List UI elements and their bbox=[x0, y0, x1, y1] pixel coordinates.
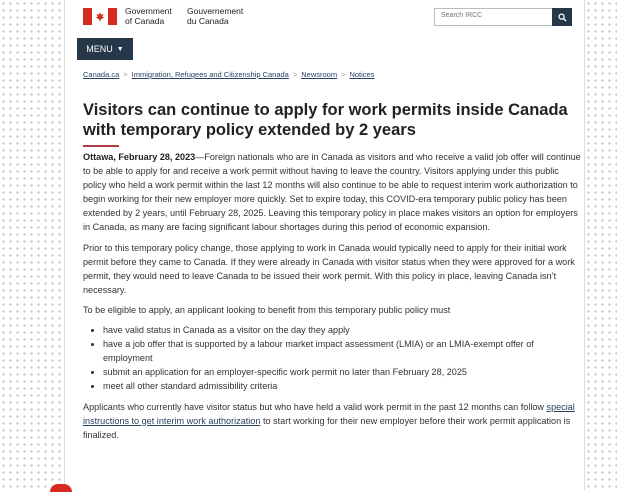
paragraph-4 bbox=[83, 400, 583, 442]
gov-en-line1: Government bbox=[125, 6, 172, 16]
list-item: • have valid status in Canada as a visitor on the day they apply bbox=[103, 323, 583, 337]
menu-label: MENU bbox=[86, 44, 113, 54]
government-of-canada-wordmark[interactable] bbox=[125, 7, 172, 26]
right-dotted-background bbox=[585, 0, 617, 490]
breadcrumb: Canada.ca > Immigration, Refugees and Citizenship Canada > Newsroom > Notices bbox=[83, 70, 375, 79]
paragraph-4-before: Applicants who currently have visitor status but who have held a valid work permit in the past 12 months can follow bbox=[83, 401, 547, 412]
search-icon bbox=[558, 13, 567, 22]
article-body bbox=[83, 150, 583, 448]
gov-fr-line1: Gouvernement bbox=[187, 6, 244, 16]
menu-button[interactable] bbox=[77, 38, 133, 60]
chevron-down-icon: ▼ bbox=[116, 45, 124, 53]
interim-work-authorization-link[interactable]: special instructions to get interim work authorization bbox=[83, 401, 575, 426]
search-input[interactable] bbox=[434, 8, 572, 26]
list-item: • submit an application for an employer-specific work permit no later than February 28, 2025 bbox=[103, 365, 583, 379]
search-button[interactable] bbox=[552, 8, 572, 26]
gouvernement-du-canada-wordmark[interactable] bbox=[187, 7, 243, 26]
paragraph-4-after: to start working for their new employer before their work permit application is finalized. bbox=[83, 415, 571, 440]
breadcrumb-notices[interactable]: Notices bbox=[349, 70, 375, 79]
left-dotted-background bbox=[0, 0, 64, 490]
site-header bbox=[65, 0, 584, 34]
list-item: • meet all other standard admissibility criteria bbox=[103, 379, 583, 393]
eligibility-list bbox=[83, 323, 583, 393]
breadcrumb-ircc[interactable]: Immigration, Refugees and Citizenship Canada bbox=[131, 70, 289, 79]
red-element-fragment bbox=[50, 484, 72, 492]
page-title: Visitors can continue to apply for work permits inside Canada with temporary policy extended by 2 years bbox=[83, 101, 568, 139]
news-page bbox=[64, 0, 585, 490]
breadcrumb-canada[interactable]: Canada.ca bbox=[83, 70, 120, 79]
dateline: Ottawa, February 28, 2023 bbox=[83, 152, 196, 162]
title-underline bbox=[83, 145, 119, 147]
list-item: • have a job offer that is supported by a labour market impact assessment (LMIA) or an LMIA-exempt offer of employment bbox=[103, 337, 583, 365]
gov-fr-line2: du Canada bbox=[187, 15, 229, 26]
gov-en-line2: of Canada bbox=[125, 15, 165, 26]
canada-flag-icon[interactable] bbox=[83, 8, 117, 25]
paragraph-2: Prior to this temporary policy change, those applying to work in Canada would typically need to apply for their initial work permit before they came to Canada. If they were already in Canada with visitor status when they were approved for a work permit, they would need to leave Canada to be issued their work permit. With this policy in place, leaving Canada isn’t necessary. bbox=[83, 242, 575, 295]
paragraph-3: To be eligible to apply, an applicant looking to benefit from this temporary public policy must bbox=[83, 304, 451, 315]
paragraph-1-text: —Foreign nationals who are in Canada as visitors and who receive a valid job offer will continue to be able to apply for and receive a work permit without having to leave the country. Visitors applying under this public policy who held a work permit within the last 12 months will also continue to be able to request interim work authorization to begin working for their new employer more quickly. Set to expire today, this COVID-era temporary public policy has been extended by 2 years, until February 28, 2025. Leaving this temporary policy in place makes visitors an option for employers in Canada, as many are facing significant labour shortages during this period of economic expansion. bbox=[83, 152, 581, 233]
paragraph-1 bbox=[83, 150, 583, 235]
breadcrumb-newsroom[interactable]: Newsroom bbox=[301, 70, 338, 79]
search-placeholder: Search IRCC bbox=[441, 12, 483, 19]
